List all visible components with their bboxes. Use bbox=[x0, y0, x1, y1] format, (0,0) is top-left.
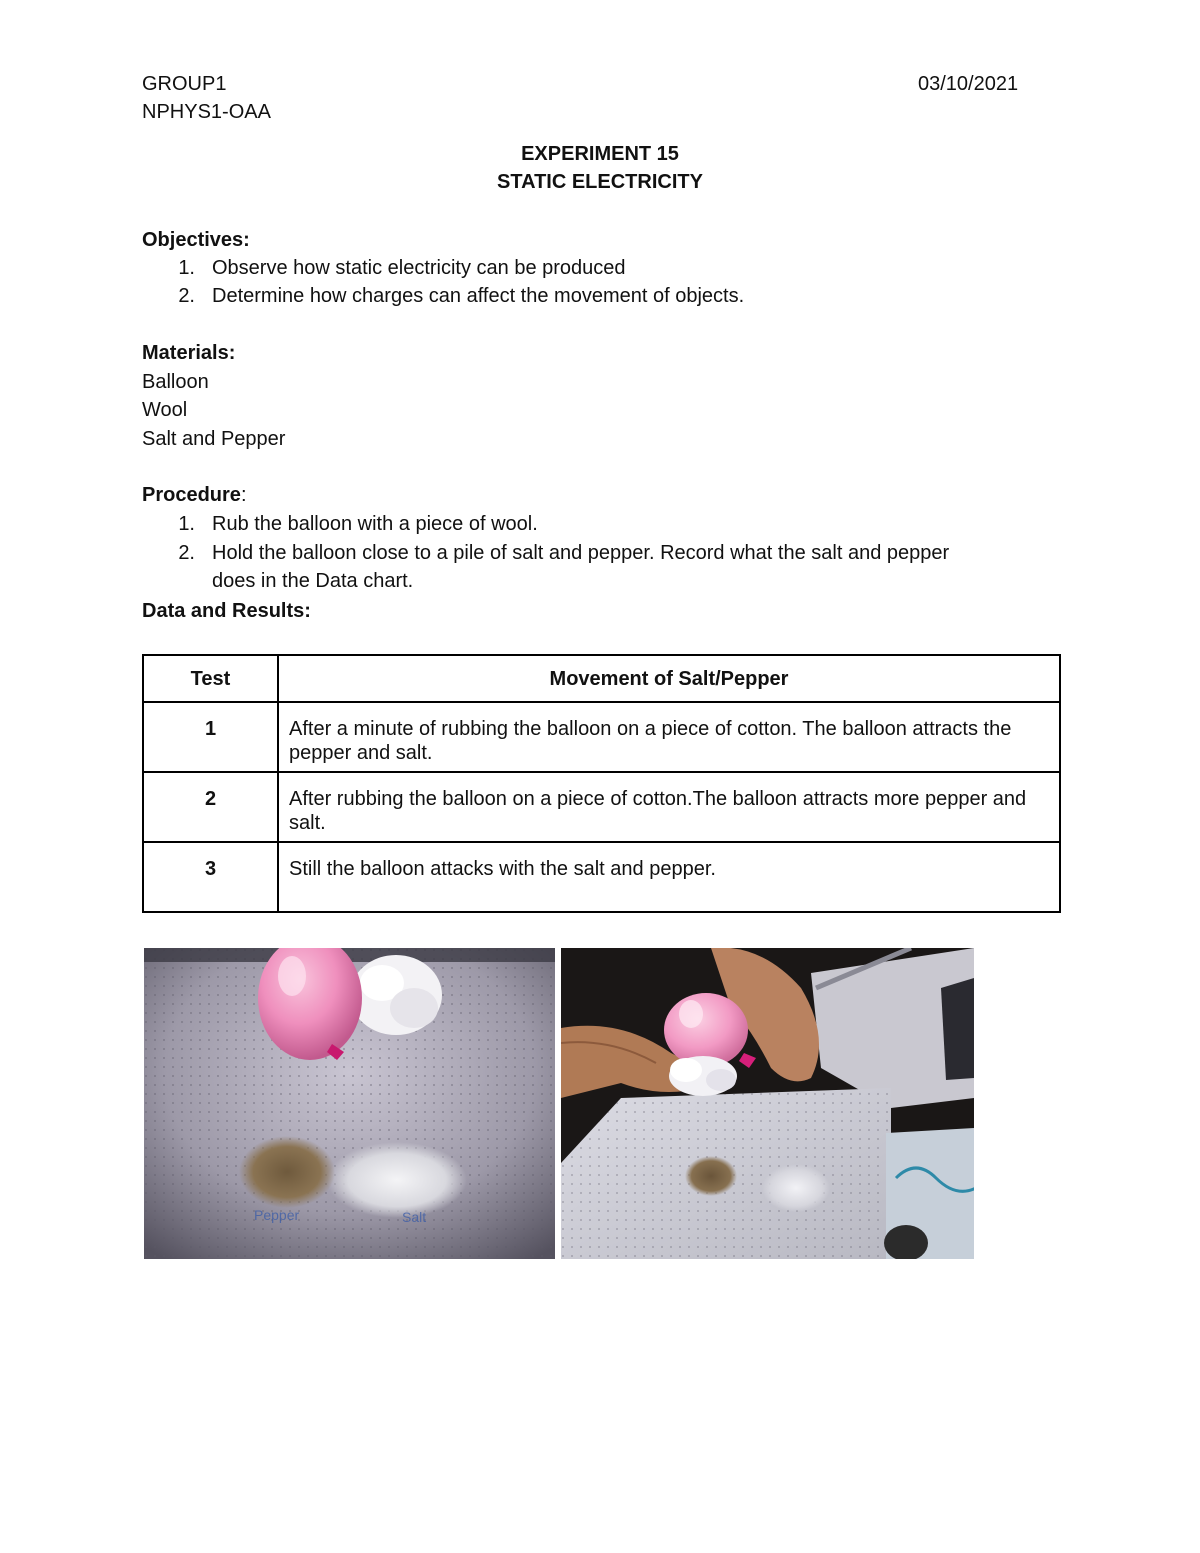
test-number-cell: 1 bbox=[143, 702, 278, 772]
procedure-step-continued: does in the Data chart. bbox=[212, 570, 414, 592]
group-label: GROUP1 bbox=[142, 73, 227, 95]
table-row bbox=[143, 772, 1060, 842]
procedure-heading-colon: : bbox=[240, 484, 247, 506]
section-label: NPHYS1-OAA bbox=[142, 101, 271, 123]
table-row bbox=[143, 842, 1060, 912]
results-heading: Data and Results: bbox=[142, 600, 311, 622]
material-item: Balloon bbox=[142, 371, 209, 393]
results-table bbox=[142, 654, 1061, 913]
table-row bbox=[143, 702, 1060, 772]
photo-hands-balloon-cotton bbox=[561, 948, 974, 1259]
objective-item: Determine how charges can affect the movement of objects. bbox=[212, 285, 745, 307]
procedure-step: Hold the balloon close to a pile of salt and pepper. Record what the salt and pepper bbox=[212, 542, 950, 564]
procedure-number: 1. bbox=[178, 513, 195, 535]
material-item: Salt and Pepper bbox=[142, 428, 286, 450]
column-header-movement: Movement of Salt/Pepper bbox=[278, 655, 1060, 702]
objectives-heading: Objectives: bbox=[142, 229, 250, 251]
objective-item: Observe how static electricity can be produced bbox=[212, 257, 626, 279]
materials-heading: Materials: bbox=[142, 342, 236, 364]
procedure-heading bbox=[142, 481, 247, 509]
movement-cell: Still the balloon attacks with the salt and pepper. bbox=[278, 842, 1060, 912]
photo-label-salt: Salt bbox=[402, 1209, 427, 1225]
table-header-row bbox=[143, 655, 1060, 702]
movement-cell: After rubbing the balloon on a piece of cotton.The balloon attracts more pepper and salt. bbox=[278, 772, 1060, 842]
procedure-number: 2. bbox=[178, 542, 195, 564]
photo-balloon-pepper-salt bbox=[144, 948, 555, 1259]
column-header-test: Test bbox=[143, 655, 278, 702]
movement-cell: After a minute of rubbing the balloon on a piece of cotton. The balloon attracts the pepper and salt. bbox=[278, 702, 1060, 772]
experiment-subtitle: STATIC ELECTRICITY bbox=[497, 171, 703, 193]
photo-label-pepper: Pepper bbox=[254, 1207, 300, 1223]
objective-number: 2. bbox=[178, 285, 195, 307]
procedure-heading-text: Procedure bbox=[142, 484, 241, 506]
date-label: 03/10/2021 bbox=[918, 73, 1019, 95]
test-number-cell: 3 bbox=[143, 842, 278, 912]
procedure-step: Rub the balloon with a piece of wool. bbox=[212, 513, 538, 535]
objective-number: 1. bbox=[178, 257, 195, 279]
test-number-cell: 2 bbox=[143, 772, 278, 842]
material-item: Wool bbox=[142, 399, 188, 421]
photo-hands-balloon-cotton-image bbox=[561, 948, 974, 1259]
photo-balloon-pepper-salt-image bbox=[144, 948, 555, 1259]
experiment-title: EXPERIMENT 15 bbox=[521, 143, 679, 165]
